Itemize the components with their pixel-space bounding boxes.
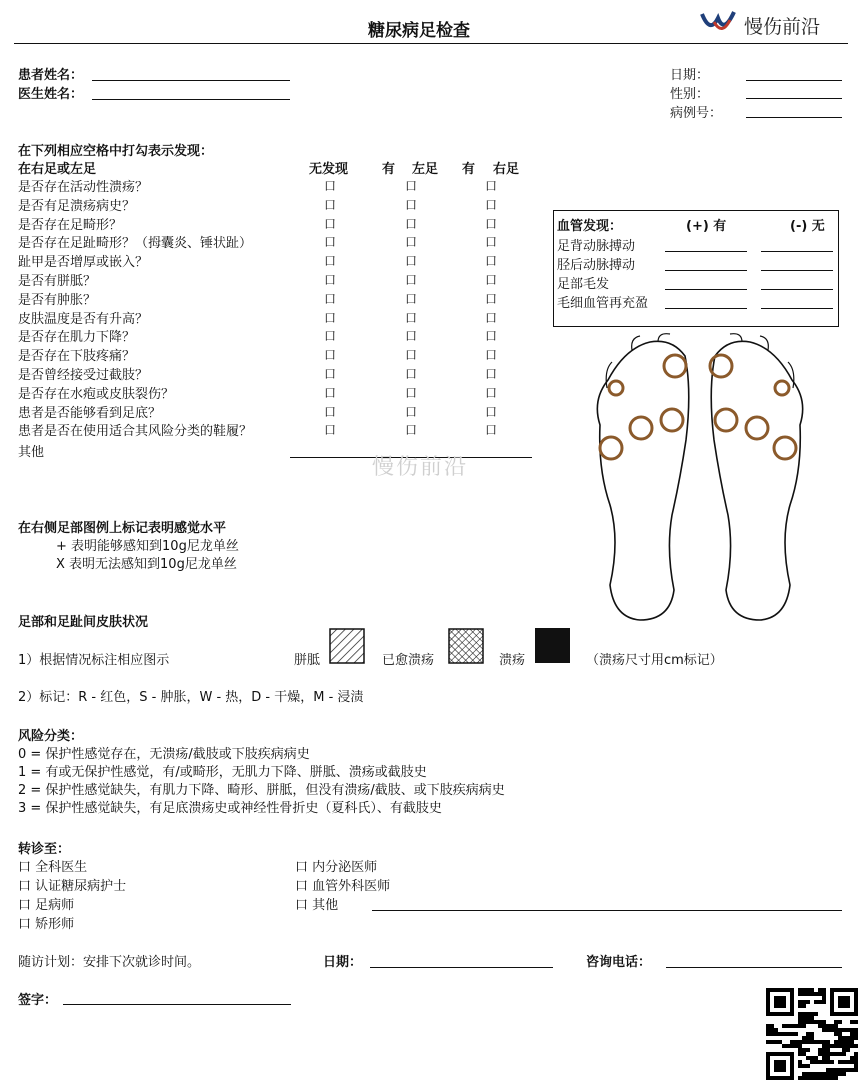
checkbox-right[interactable]: 口 <box>485 348 498 362</box>
checkbox-right[interactable]: 口 <box>485 217 498 231</box>
phone-label: 咨询电话： <box>586 955 652 970</box>
checkbox-none[interactable]: 口 <box>324 367 337 381</box>
vascular-neg-field[interactable] <box>761 251 833 252</box>
watermark: 慢伤前沿 <box>372 455 469 480</box>
referral-other-field[interactable] <box>372 910 842 911</box>
referral-option[interactable]: 口 血管外科医师 <box>295 879 391 894</box>
other-label: 其他 <box>18 445 45 460</box>
findings-instruction: 在下列相应空格中打勾表示发现： <box>18 144 214 159</box>
vascular-row-label: 毛细血管再充盈 <box>557 296 649 311</box>
checkbox-none[interactable]: 口 <box>324 311 337 325</box>
checkbox-none[interactable]: 口 <box>324 329 337 343</box>
finding-question: 是否存在活动性溃疡？ <box>18 180 149 195</box>
vascular-pos-field[interactable] <box>665 251 747 252</box>
healed-ulcer-label: 已愈溃疡 <box>382 653 435 668</box>
checkbox-right[interactable]: 口 <box>485 386 498 400</box>
ulcer-label: 溃疡 <box>499 653 526 668</box>
followup-plan: 随访计划：安排下次就诊时间。 <box>18 955 201 970</box>
date-field[interactable] <box>746 80 842 81</box>
checkbox-right[interactable]: 口 <box>485 254 498 268</box>
finding-question: 是否存在水疱或皮肤裂伤？ <box>18 387 175 402</box>
brand-logo <box>700 6 850 40</box>
header-rule <box>14 43 848 44</box>
signature-label: 签字： <box>18 993 58 1008</box>
checkbox-none[interactable]: 口 <box>324 235 337 249</box>
doctor-name-field[interactable] <box>92 99 290 100</box>
checkbox-none[interactable]: 口 <box>324 273 337 287</box>
finding-question: 是否存在足畸形？ <box>18 218 123 233</box>
checkbox-left[interactable]: 口 <box>405 329 418 343</box>
col-left-header: 左足 <box>412 162 439 177</box>
vascular-neg-header: (-) 无 <box>790 219 825 234</box>
brand-logo-icon <box>700 8 740 38</box>
risk-level: 3 = 保护性感觉缺失，有足底溃疡史或神经性骨折史（夏科氏）、有截肢史 <box>18 801 442 816</box>
risk-level: 1 = 有或无保护性感觉，有/或畸形，无肌力下降、胼胝、溃疡或截肢史 <box>18 765 427 780</box>
vascular-row-label: 胫后动脉搏动 <box>557 258 636 273</box>
checkbox-left[interactable]: 口 <box>405 311 418 325</box>
vascular-neg-field[interactable] <box>761 289 833 290</box>
patient-name-field[interactable] <box>92 80 290 81</box>
finding-question: 是否有胼胝？ <box>18 274 97 289</box>
skin-item2: 2）标记：R - 红色，S - 肿胀，W - 热，D - 干燥，M - 浸渍 <box>18 690 364 705</box>
col-left-yes-header: 有 <box>382 162 396 177</box>
checkbox-right[interactable]: 口 <box>485 179 498 193</box>
right-foot-outline <box>711 341 802 620</box>
date-label: 日期： <box>670 68 710 83</box>
referral-option[interactable]: 口 认证糖尿病护士 <box>18 879 127 894</box>
checkbox-none[interactable]: 口 <box>324 348 337 362</box>
checkbox-none[interactable]: 口 <box>324 217 337 231</box>
checkbox-right[interactable]: 口 <box>485 405 498 419</box>
followup-date-field[interactable] <box>370 967 553 968</box>
checkbox-none[interactable]: 口 <box>324 292 337 306</box>
checkbox-right[interactable]: 口 <box>485 292 498 306</box>
finding-question: 是否曾经接受过截肢？ <box>18 368 149 383</box>
referral-option[interactable]: 口 全科医生 <box>18 860 88 875</box>
checkbox-left[interactable]: 口 <box>405 235 418 249</box>
checkbox-none[interactable]: 口 <box>324 198 337 212</box>
vascular-title: 血管发现： <box>557 219 623 234</box>
sensation-plus: + 表明能够感知到10g尼龙单丝 <box>56 539 239 554</box>
checkbox-left[interactable]: 口 <box>405 348 418 362</box>
vascular-neg-field[interactable] <box>761 270 833 271</box>
ulcer-note: （溃疡尺寸用cm标记） <box>586 653 723 668</box>
doctor-name-label: 医生姓名： <box>18 87 84 102</box>
callus-label: 胼胝 <box>294 653 321 668</box>
checkbox-left[interactable]: 口 <box>405 292 418 306</box>
sensation-title: 在右侧足部图例上标记表明感觉水平 <box>18 521 227 536</box>
finding-question: 是否有足溃疡病史？ <box>18 199 136 214</box>
referral-title: 转诊至： <box>18 842 71 857</box>
checkbox-left[interactable]: 口 <box>405 254 418 268</box>
risk-level: 0 = 保护性感觉存在，无溃疡/截肢或下肢疾病病史 <box>18 747 310 762</box>
finding-question: 趾甲是否增厚或嵌入？ <box>18 255 149 270</box>
col-right-yes-header: 有 <box>462 162 476 177</box>
checkbox-right[interactable]: 口 <box>485 329 498 343</box>
vascular-row-label: 足背动脉搏动 <box>557 239 636 254</box>
brand-name: 慢伤前沿 <box>744 16 821 38</box>
finding-question: 是否存在下肢疼痛？ <box>18 349 136 364</box>
phone-field[interactable] <box>666 967 842 968</box>
finding-question: 是否有肿胀？ <box>18 293 97 308</box>
signature-field[interactable] <box>63 1004 291 1005</box>
checkbox-left[interactable]: 口 <box>405 423 418 437</box>
finding-question: 是否存在足趾畸形？（拇囊炎、锤状趾） <box>18 236 253 251</box>
checkbox-left[interactable]: 口 <box>405 386 418 400</box>
finding-question: 患者是否能够看到足底？ <box>18 406 162 421</box>
checkbox-none[interactable]: 口 <box>324 254 337 268</box>
vascular-neg-field[interactable] <box>761 308 833 309</box>
col-right-header: 右足 <box>493 162 520 177</box>
gender-field[interactable] <box>746 98 842 99</box>
risk-title: 风险分类： <box>18 729 84 744</box>
checkbox-left[interactable]: 口 <box>405 367 418 381</box>
referral-option[interactable]: 口 内分泌医师 <box>295 860 378 875</box>
checkbox-left[interactable]: 口 <box>405 198 418 212</box>
checkbox-none[interactable]: 口 <box>324 405 337 419</box>
checkbox-left[interactable]: 口 <box>405 405 418 419</box>
checkbox-left[interactable]: 口 <box>405 273 418 287</box>
patient-name-label: 患者姓名： <box>18 68 84 83</box>
finding-question: 是否存在肌力下降？ <box>18 330 136 345</box>
followup-date-label: 日期： <box>323 955 363 970</box>
vascular-box <box>553 210 839 327</box>
referral-option[interactable]: 口 矫形师 <box>18 917 75 932</box>
ulcer-symbol <box>535 628 570 663</box>
vascular-pos-header: (+) 有 <box>686 219 727 234</box>
page-title: 糖尿病足检查 <box>368 21 470 41</box>
vascular-pos-field[interactable] <box>665 308 747 309</box>
checkbox-left[interactable]: 口 <box>405 217 418 231</box>
checkbox-none[interactable]: 口 <box>324 386 337 400</box>
col-none-header: 无发现 <box>309 162 349 177</box>
feet-diagram <box>580 330 820 630</box>
vascular-pos-field[interactable] <box>665 270 747 271</box>
sensation-x: X 表明无法感知到10g尼龙单丝 <box>56 557 237 572</box>
checkbox-right[interactable]: 口 <box>485 311 498 325</box>
checkbox-right[interactable]: 口 <box>485 273 498 287</box>
side-label: 在右足或左足 <box>18 162 97 177</box>
checkbox-right[interactable]: 口 <box>485 367 498 381</box>
finding-question: 皮肤温度是否有升高？ <box>18 312 149 327</box>
checkbox-right[interactable]: 口 <box>485 423 498 437</box>
checkbox-none[interactable]: 口 <box>324 179 337 193</box>
case-number-label: 病例号： <box>670 106 723 121</box>
case-number-field[interactable] <box>746 117 842 118</box>
gender-label: 性别： <box>670 87 710 102</box>
checkbox-left[interactable]: 口 <box>405 179 418 193</box>
healed-ulcer-symbol <box>448 628 484 664</box>
referral-option[interactable]: 口 其他 <box>295 898 339 913</box>
skin-title: 足部和足趾间皮肤状况 <box>18 615 149 630</box>
risk-level: 2 = 保护性感觉缺失，有肌力下降、畸形、胼胝，但没有溃疡/截肢、或下肢疾病病史 <box>18 783 505 798</box>
checkbox-right[interactable]: 口 <box>485 235 498 249</box>
qr-code-icon <box>766 988 858 1080</box>
referral-option[interactable]: 口 足病师 <box>18 898 75 913</box>
vascular-row-label: 足部毛发 <box>557 277 610 292</box>
checkbox-right[interactable]: 口 <box>485 198 498 212</box>
finding-question: 患者是否在使用适合其风险分类的鞋履？ <box>18 424 253 439</box>
vascular-pos-field[interactable] <box>665 289 747 290</box>
callus-symbol <box>329 628 365 664</box>
skin-item1: 1）根据情况标注相应图示 <box>18 653 170 668</box>
checkbox-none[interactable]: 口 <box>324 423 337 437</box>
